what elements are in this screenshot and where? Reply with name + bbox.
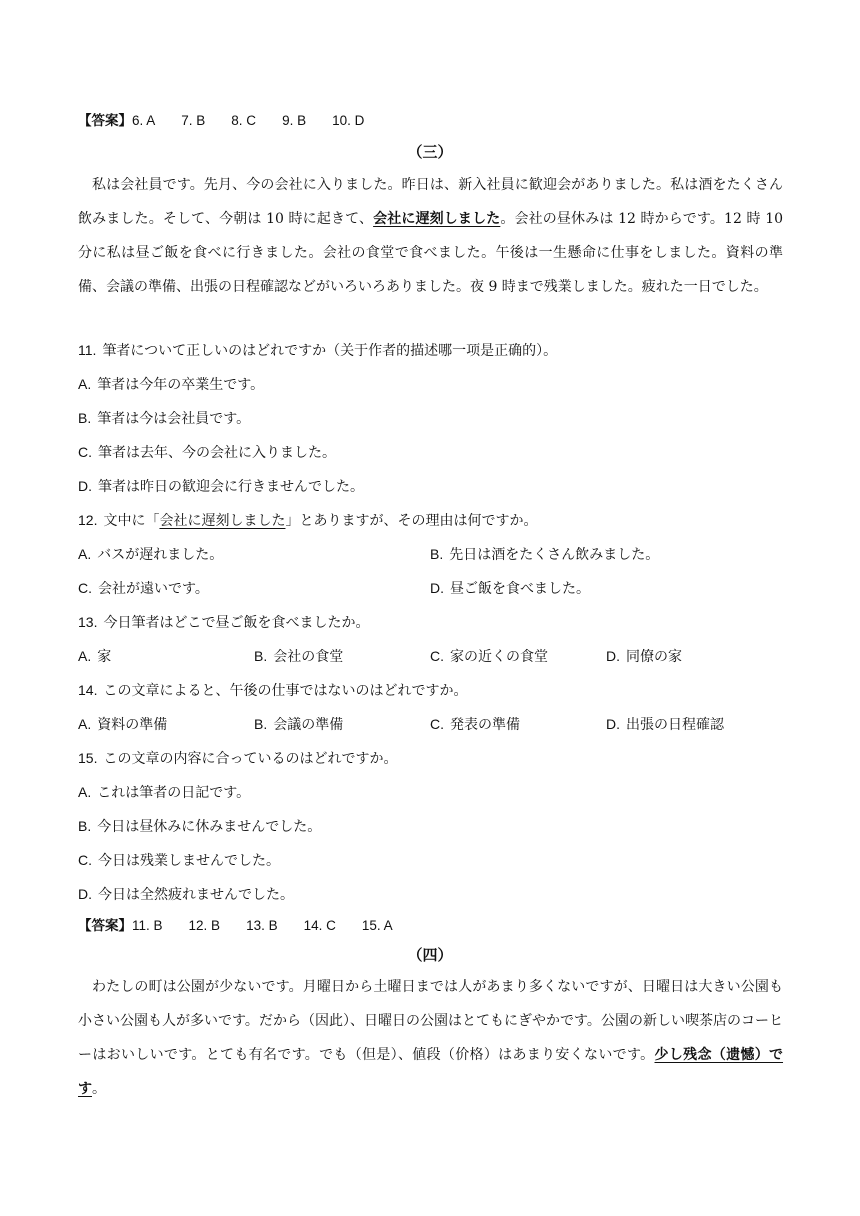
option	[606, 646, 682, 667]
option-label: A.	[78, 784, 92, 800]
option-text: 会議の準備	[273, 717, 344, 733]
option-label: D.	[606, 648, 620, 664]
answer-item: 9. B	[282, 113, 307, 128]
option-text: 家の近くの食堂	[450, 649, 548, 665]
option-label: C.	[430, 648, 444, 664]
option	[254, 646, 343, 667]
option-text: 今日は残業しませんでした。	[98, 853, 280, 869]
question-text: 筆者について正しいのはどれですか（关于作者的描述哪一项是正确的）。	[102, 343, 558, 359]
option-text: 出張の日程確認	[626, 717, 724, 733]
question-number: 11.	[78, 342, 97, 358]
option-text: 家	[97, 649, 112, 665]
answer-item: 10. D	[332, 113, 365, 128]
option	[606, 714, 724, 735]
answer-label: 【答案】	[78, 113, 132, 129]
option-label: D.	[78, 886, 92, 902]
answer-line-1	[78, 111, 364, 131]
answer-item: 14. C	[303, 918, 336, 933]
option	[78, 782, 250, 803]
option	[78, 442, 336, 463]
option-text: 筆者は去年、今の会社に入りました。	[98, 445, 336, 461]
option	[78, 884, 294, 905]
option-label: B.	[254, 716, 268, 732]
underlined-phrase: 少し残念（遗憾）です	[78, 1047, 784, 1097]
question-number: 13.	[78, 614, 98, 630]
question-15	[78, 748, 397, 769]
option-label: D.	[430, 580, 444, 596]
option-label: A.	[78, 716, 92, 732]
passage-text: 。会社の昼休みは 12 時からです。12 時 10 分に私は昼ご飯を食べに行きました。会社の食堂で食べました。午後は一生懸命に仕事をしました。資料の準備、会議の準備、出張の日程確認などがいろいろありました。夜 9 時まで残業しました。疲れた一日でした。	[78, 211, 784, 295]
option	[78, 578, 209, 599]
option	[430, 714, 520, 735]
option-label: C.	[78, 852, 92, 868]
option-label: B.	[430, 546, 444, 562]
question-number: 15.	[78, 750, 98, 766]
option	[430, 544, 659, 565]
option-label: C.	[78, 580, 92, 596]
passage-text: 。	[92, 1081, 106, 1097]
answer-item: 7. B	[181, 113, 206, 128]
option-text: 会社が遠いです。	[98, 581, 209, 597]
question-text: この文章によると、午後の仕事ではないのはどれですか。	[103, 683, 468, 699]
passage-3	[78, 168, 783, 304]
section-heading-4: （四）	[407, 946, 453, 964]
question-text: 」とありますが、その理由は何ですか。	[285, 513, 538, 529]
option	[430, 578, 590, 599]
option-text: 今日は全然疲れませんでした。	[98, 887, 294, 903]
question-12	[78, 510, 537, 531]
option-text: バスが遅れました。	[97, 547, 224, 563]
option-label: D.	[606, 716, 620, 732]
answer-item: 11. B	[132, 918, 163, 933]
option	[78, 476, 364, 497]
option-label: A.	[78, 376, 92, 392]
option	[78, 714, 167, 735]
option-text: 筆者は今年の卒業生です。	[97, 377, 265, 393]
option-text: 会社の食堂	[273, 649, 344, 665]
underlined-phrase: 会社に遅刻しました	[159, 513, 286, 529]
option-text: 同僚の家	[626, 649, 682, 665]
option-label: C.	[430, 716, 444, 732]
option	[78, 646, 111, 667]
option-label: C.	[78, 444, 92, 460]
question-11	[78, 340, 557, 361]
option-text: 発表の準備	[450, 717, 520, 733]
option-label: B.	[78, 818, 92, 834]
option-text: これは筆者の日記です。	[97, 785, 251, 801]
answer-item: 6. A	[132, 113, 156, 128]
question-14	[78, 680, 467, 701]
passage-4	[78, 970, 783, 1106]
question-13	[78, 612, 369, 633]
option	[430, 646, 548, 667]
answer-item: 15. A	[361, 918, 393, 933]
option	[78, 408, 250, 429]
option-label: A.	[78, 648, 92, 664]
option	[254, 714, 343, 735]
underlined-phrase: 会社に遅刻しました	[373, 211, 501, 227]
option	[78, 816, 321, 837]
answer-item: 12. B	[188, 918, 221, 933]
section-heading-3: （三）	[407, 143, 453, 161]
question-text: この文章の内容に合っているのはどれですか。	[103, 751, 398, 767]
option-text: 筆者は今は会社員です。	[97, 411, 251, 427]
passage-text: 私は会社員です。先月、今の会社に入りました。昨日は、新入社員に歓迎会がありました。私は酒をたくさん飲みました。そして、今朝は 10 時に起きて、	[78, 177, 783, 227]
option-label: B.	[254, 648, 268, 664]
option	[78, 850, 280, 871]
option-text: 昼ご飯を食べました。	[450, 581, 590, 597]
question-number: 14.	[78, 682, 98, 698]
option-text: 今日は昼休みに休みませんでした。	[97, 819, 322, 835]
option-text: 資料の準備	[97, 717, 168, 733]
option	[78, 544, 223, 565]
option-label: D.	[78, 478, 92, 494]
answer-label: 【答案】	[78, 918, 132, 934]
answer-line-2	[78, 916, 393, 936]
option-text: 先日は酒をたくさん飲みました。	[449, 547, 660, 563]
option-label: A.	[78, 546, 92, 562]
option-text: 筆者は昨日の歓迎会に行きませんでした。	[98, 479, 364, 495]
answer-item: 13. B	[246, 918, 278, 933]
option-label: B.	[78, 410, 92, 426]
passage-text: わたしの町は公園が少ないです。月曜日から土曜日までは人があまり多くないですが、日曜日は大きい公園も小さい公園も人が多いです。だから（因此）、日曜日の公園はとてもにぎやかです。公園の新しい喫茶店のコーヒーはおいしいです。とても有名です。でも（但是）、値段（价格）はあまり安くないです。	[78, 979, 783, 1063]
answer-item: 8. C	[231, 113, 257, 128]
question-number: 12.	[78, 512, 98, 528]
question-text: 文中に「	[103, 513, 160, 529]
option	[78, 374, 264, 395]
question-text: 今日筆者はどこで昼ご飯を食べましたか。	[103, 615, 370, 631]
